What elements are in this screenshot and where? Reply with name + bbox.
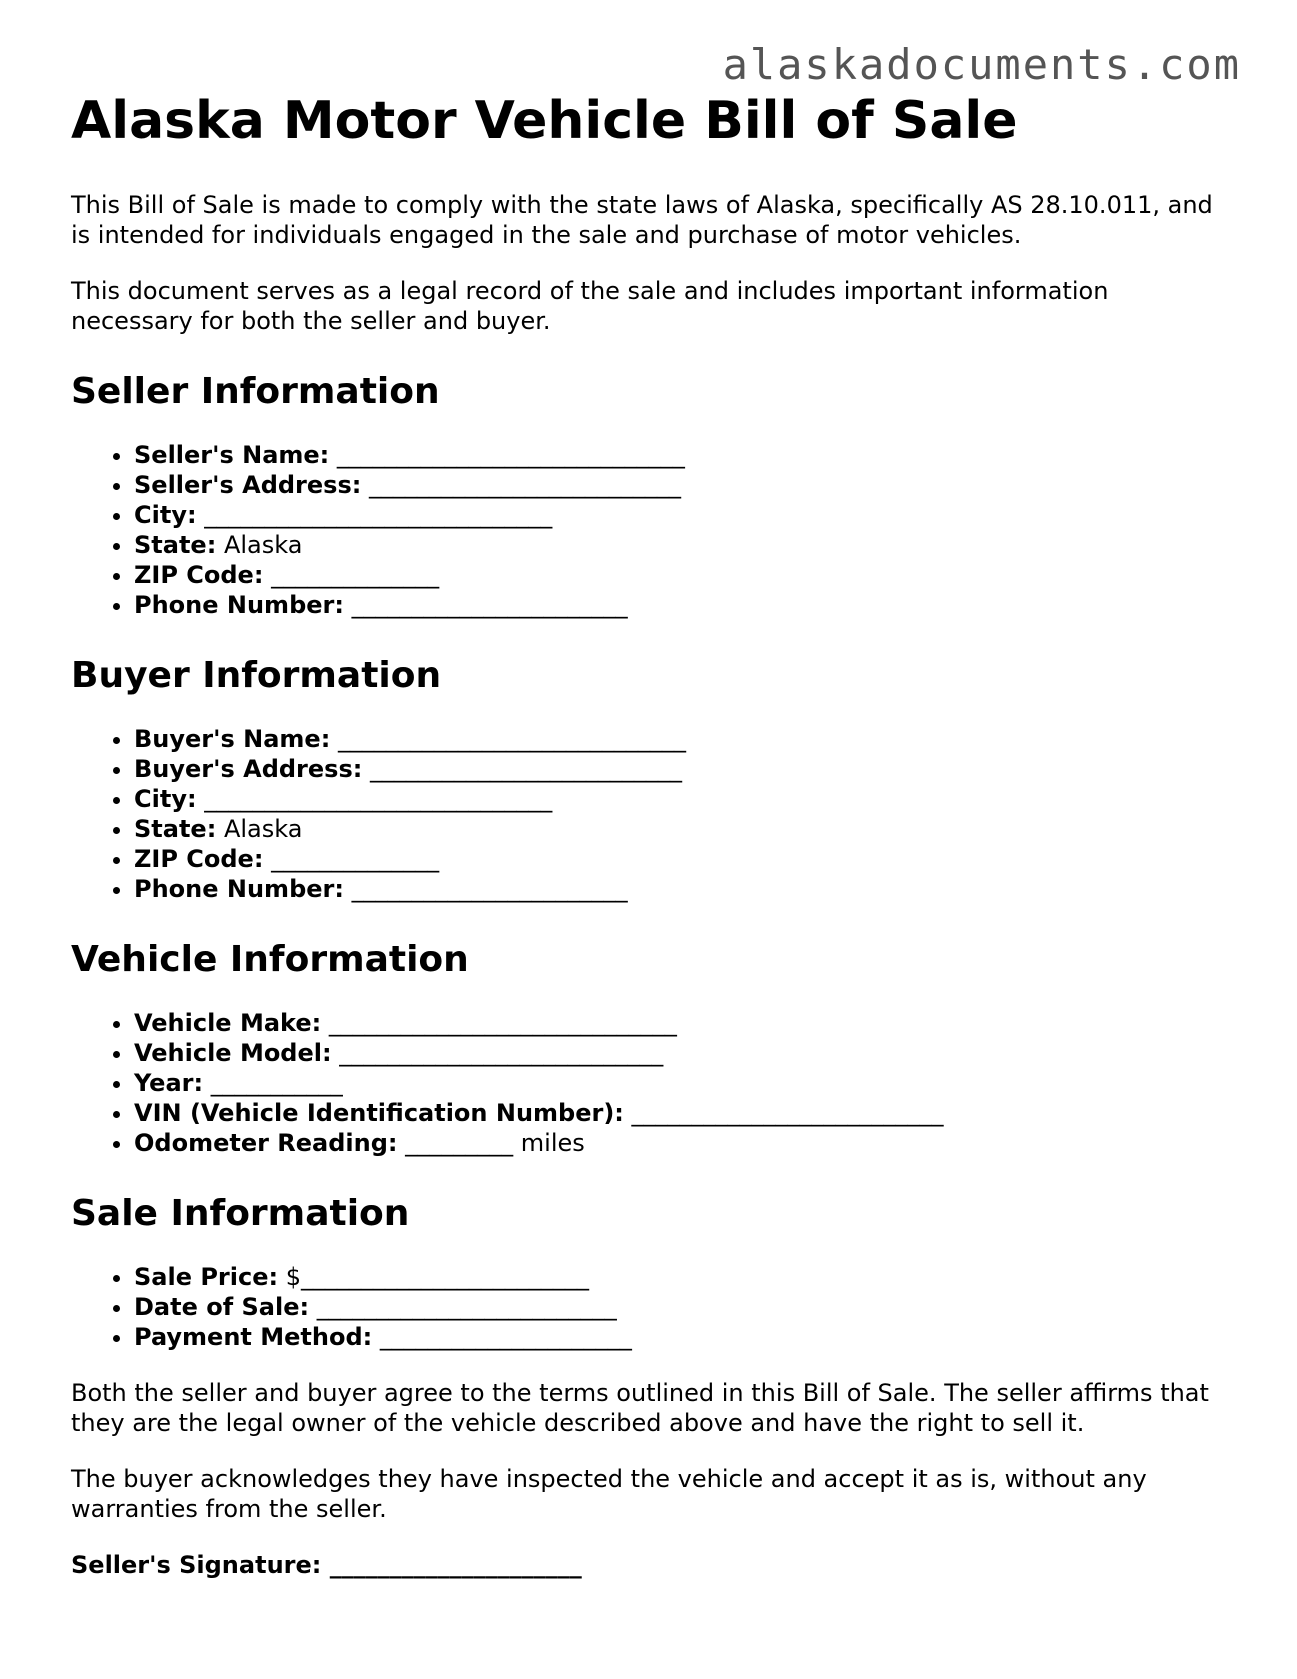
field-value[interactable]: __________________________ (631, 1099, 944, 1127)
seller-heading: Seller Information (71, 371, 440, 412)
sale-list (71, 1262, 1231, 1352)
field-label: ZIP Code: (134, 561, 264, 589)
field-label: Sale Price: (134, 1263, 279, 1291)
field-value[interactable]: _______________________ (351, 591, 628, 619)
closing-paragraph-2: The buyer acknowledges they have inspected the vehicle and accept it as is, without any warranties from the seller. (71, 1465, 1147, 1523)
watermark: alaskadocuments.com (722, 40, 1241, 89)
field-label: Buyer's Name: (134, 725, 331, 753)
field-value[interactable]: __________________________ (368, 471, 681, 499)
field-value[interactable]: ______________ (271, 561, 440, 589)
field-label: VIN (Vehicle Identification Number): (134, 1099, 624, 1127)
seller-address-item (134, 470, 1231, 500)
sale-date-item (134, 1292, 1231, 1322)
closing-paragraph-1: Both the seller and buyer agree to the terms outlined in this Bill of Sale. The seller affirms that they are the legal owner of the vehicle described above and have the right to sell it. (71, 1379, 1209, 1437)
field-value[interactable]: _________ miles (405, 1129, 585, 1157)
buyer-city-item (134, 784, 1231, 814)
field-label: Date of Sale: (134, 1293, 310, 1321)
field-label: Buyer's Address: (134, 755, 363, 783)
vehicle-heading: Vehicle Information (71, 939, 469, 980)
buyer-address-item (134, 754, 1231, 784)
seller-list (71, 440, 1231, 620)
field-value[interactable]: _________________________ (316, 1293, 617, 1321)
field-value[interactable]: __________________________ (369, 755, 682, 783)
field-value[interactable]: _____________________________ (328, 1009, 677, 1037)
vehicle-year-item (134, 1068, 1231, 1098)
field-label: City: (134, 785, 197, 813)
intro-paragraph-1: This Bill of Sale is made to comply with the state laws of Alaska, specifically AS 28.10.011, and is intended for individuals engaged in the sale and purchase of motor vehicles. (71, 191, 1213, 249)
vehicle-list (71, 1008, 1231, 1158)
signature-field[interactable]: _____________________ (329, 1551, 582, 1579)
field-value: Alaska (223, 531, 303, 559)
field-value[interactable]: $________________________ (285, 1263, 590, 1291)
buyer-list (71, 724, 1231, 904)
vehicle-model-item (134, 1038, 1231, 1068)
field-label: Phone Number: (134, 591, 344, 619)
field-value[interactable]: ______________ (271, 845, 440, 873)
field-label: State: (134, 531, 217, 559)
field-value[interactable]: ___________ (210, 1069, 343, 1097)
seller-name-item (134, 440, 1231, 470)
field-label: City: (134, 501, 197, 529)
vehicle-odometer-item (134, 1128, 1231, 1158)
field-value[interactable]: _____________________________ (204, 501, 553, 529)
field-label: Payment Method: (134, 1323, 373, 1351)
seller-signature-line (71, 1550, 1231, 1580)
buyer-name-item (134, 724, 1231, 754)
buyer-phone-item (134, 874, 1231, 904)
document-page (71, 88, 1231, 1580)
page-title: Alaska Motor Vehicle Bill of Sale (71, 91, 1018, 151)
field-label: Seller's Name: (134, 441, 330, 469)
seller-state-item (134, 530, 1231, 560)
field-value[interactable]: ___________________________ (339, 1039, 664, 1067)
seller-city-item (134, 500, 1231, 530)
sale-heading: Sale Information (71, 1193, 410, 1234)
buyer-heading: Buyer Information (71, 655, 442, 696)
vehicle-make-item (134, 1008, 1231, 1038)
field-label: Vehicle Model: (134, 1039, 332, 1067)
seller-phone-item (134, 590, 1231, 620)
vehicle-vin-item (134, 1098, 1231, 1128)
field-label: Year: (134, 1069, 204, 1097)
signature-label: Seller's Signature: (71, 1551, 322, 1579)
field-value[interactable]: _____________________________ (204, 785, 553, 813)
buyer-state-item (134, 814, 1231, 844)
sale-payment-item (134, 1322, 1231, 1352)
field-value[interactable]: _____________________ (379, 1323, 632, 1351)
buyer-zip-item (134, 844, 1231, 874)
intro-paragraph-2: This document serves as a legal record of the sale and includes important information necessary for both the seller and buyer. (71, 277, 1109, 335)
seller-zip-item (134, 560, 1231, 590)
field-value: Alaska (223, 815, 303, 843)
field-label: State: (134, 815, 217, 843)
field-label: Vehicle Make: (134, 1009, 322, 1037)
field-value[interactable]: _____________________________ (337, 725, 686, 753)
field-label: Seller's Address: (134, 471, 362, 499)
sale-price-item (134, 1262, 1231, 1292)
field-value[interactable]: _______________________ (351, 875, 628, 903)
field-label: Odometer Reading: (134, 1129, 398, 1157)
field-label: Phone Number: (134, 875, 344, 903)
field-label: ZIP Code: (134, 845, 264, 873)
field-value[interactable]: _____________________________ (336, 441, 685, 469)
